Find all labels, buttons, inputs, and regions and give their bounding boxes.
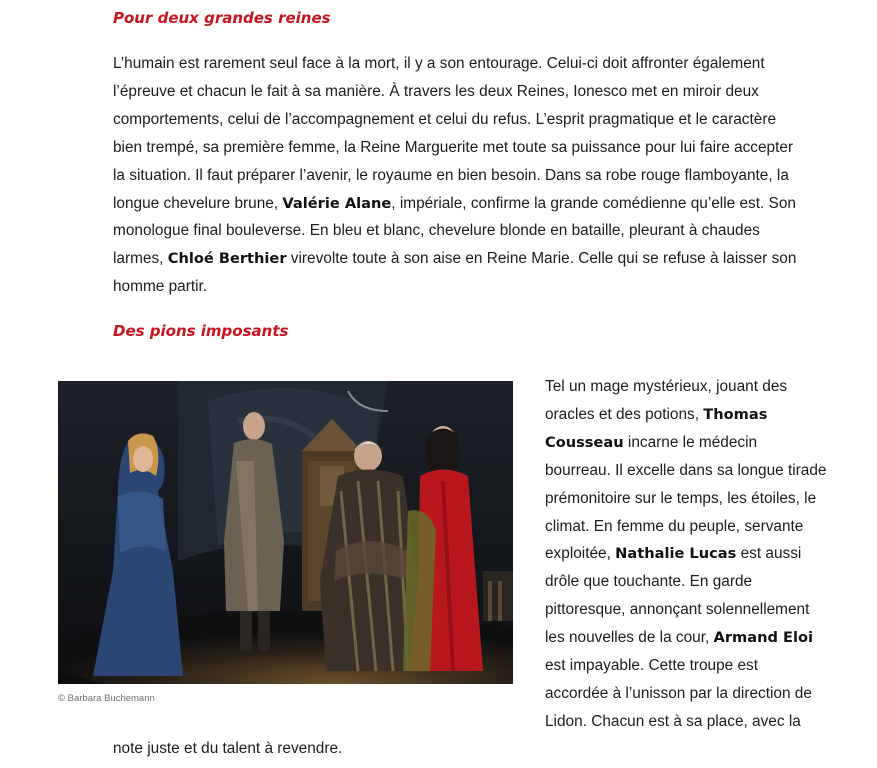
- text-run: comportements, celui de l’accompagnement et celui du refus. L’esprit pragmatique et le caractère: [113, 110, 776, 128]
- text-line: [545, 596, 845, 624]
- paragraph-pions-tail: note juste et du talent à revendre.: [113, 740, 343, 757]
- text-run: homme partir.: [113, 278, 208, 296]
- text-run: , impériale, confirme la grande comédienne qu’elle est. Son: [391, 194, 796, 212]
- section-heading-pions: Des pions imposants: [113, 322, 289, 340]
- text-run: longue chevelure brune,: [113, 194, 283, 212]
- text-line: [545, 485, 845, 513]
- text-run: Lidon. Chacun est à sa place, avec la: [545, 712, 801, 730]
- text-line: [113, 217, 833, 245]
- text-run: climat. En femme du peuple, servante: [545, 517, 804, 535]
- text-run: pittoresque, annonçant solennellement: [545, 601, 810, 619]
- text-line: [113, 106, 833, 134]
- text-run: exploitée,: [545, 545, 616, 563]
- text-line: [545, 708, 845, 736]
- text-run: Tel un mage mystérieux, jouant des: [545, 378, 788, 395]
- text-line: [545, 652, 845, 680]
- section-heading-reines: Pour deux grandes reines: [113, 9, 331, 27]
- text-run: oracles et des potions,: [545, 405, 704, 423]
- actor-name: Armand Eloi: [713, 629, 814, 647]
- actor-name: Chloé Berthier: [167, 250, 287, 268]
- text-line: [113, 50, 833, 78]
- paragraph-reines: [113, 50, 833, 301]
- text-line: [545, 513, 845, 541]
- text-run: la situation. Il faut préparer l’avenir, le royaume en bien besoin. Dans sa robe rouge flamboyante, la: [113, 166, 789, 184]
- text-run: l’épreuve et chacun le fait à sa manière. À travers les deux Reines, Ionesco met en miroir deux: [113, 82, 759, 100]
- text-line: [545, 568, 845, 596]
- text-run: monologue final bouleverse. En bleu et blanc, chevelure blonde en bataille, pleurant à chaudes: [113, 222, 760, 240]
- actor-name: Valérie Alane: [282, 194, 392, 212]
- text-run: bourreau. Il excelle dans sa longue tirade: [545, 461, 827, 479]
- text-line: [545, 373, 845, 401]
- text-run: incarne le médecin: [623, 433, 758, 451]
- text-line: [113, 273, 833, 301]
- actor-name: Cousseau: [545, 433, 624, 451]
- text-line: [113, 190, 833, 218]
- text-line: [545, 429, 845, 457]
- text-line: [545, 624, 845, 652]
- text-line: [113, 245, 833, 273]
- paragraph-pions: [545, 373, 845, 736]
- text-line: [545, 540, 845, 568]
- text-line: [545, 401, 845, 429]
- text-run: prémonitoire sur le temps, les étoiles, le: [545, 489, 817, 507]
- text-run: L’humain est rarement seul face à la mort, il y a son entourage. Celui-ci doit affronter également: [113, 55, 765, 72]
- text-run: larmes,: [113, 250, 168, 268]
- actor-name: Nathalie Lucas: [615, 545, 737, 563]
- text-run: accordée à l’unisson par la direction de: [545, 684, 812, 702]
- text-line: [113, 134, 833, 162]
- text-line: [113, 78, 833, 106]
- text-line: [545, 457, 845, 485]
- text-run: bien trempé, sa première femme, la Reine Marguerite met toute sa puissance pour lui faire accepter: [113, 138, 794, 156]
- photo-credit: © Barbara Buchemann: [58, 693, 155, 704]
- text-run: est aussi: [736, 545, 802, 563]
- text-run: est impayable. Cette troupe est: [545, 657, 759, 675]
- actor-name: Thomas: [703, 405, 768, 423]
- stage-photo: [58, 381, 513, 684]
- text-line: [545, 680, 845, 708]
- text-line: [113, 162, 833, 190]
- text-run: virevolte toute à son aise en Reine Marie. Celle qui se refuse à laisser son: [286, 250, 797, 268]
- text-run: les nouvelles de la cour,: [545, 629, 714, 647]
- text-run: drôle que touchante. En garde: [545, 573, 753, 591]
